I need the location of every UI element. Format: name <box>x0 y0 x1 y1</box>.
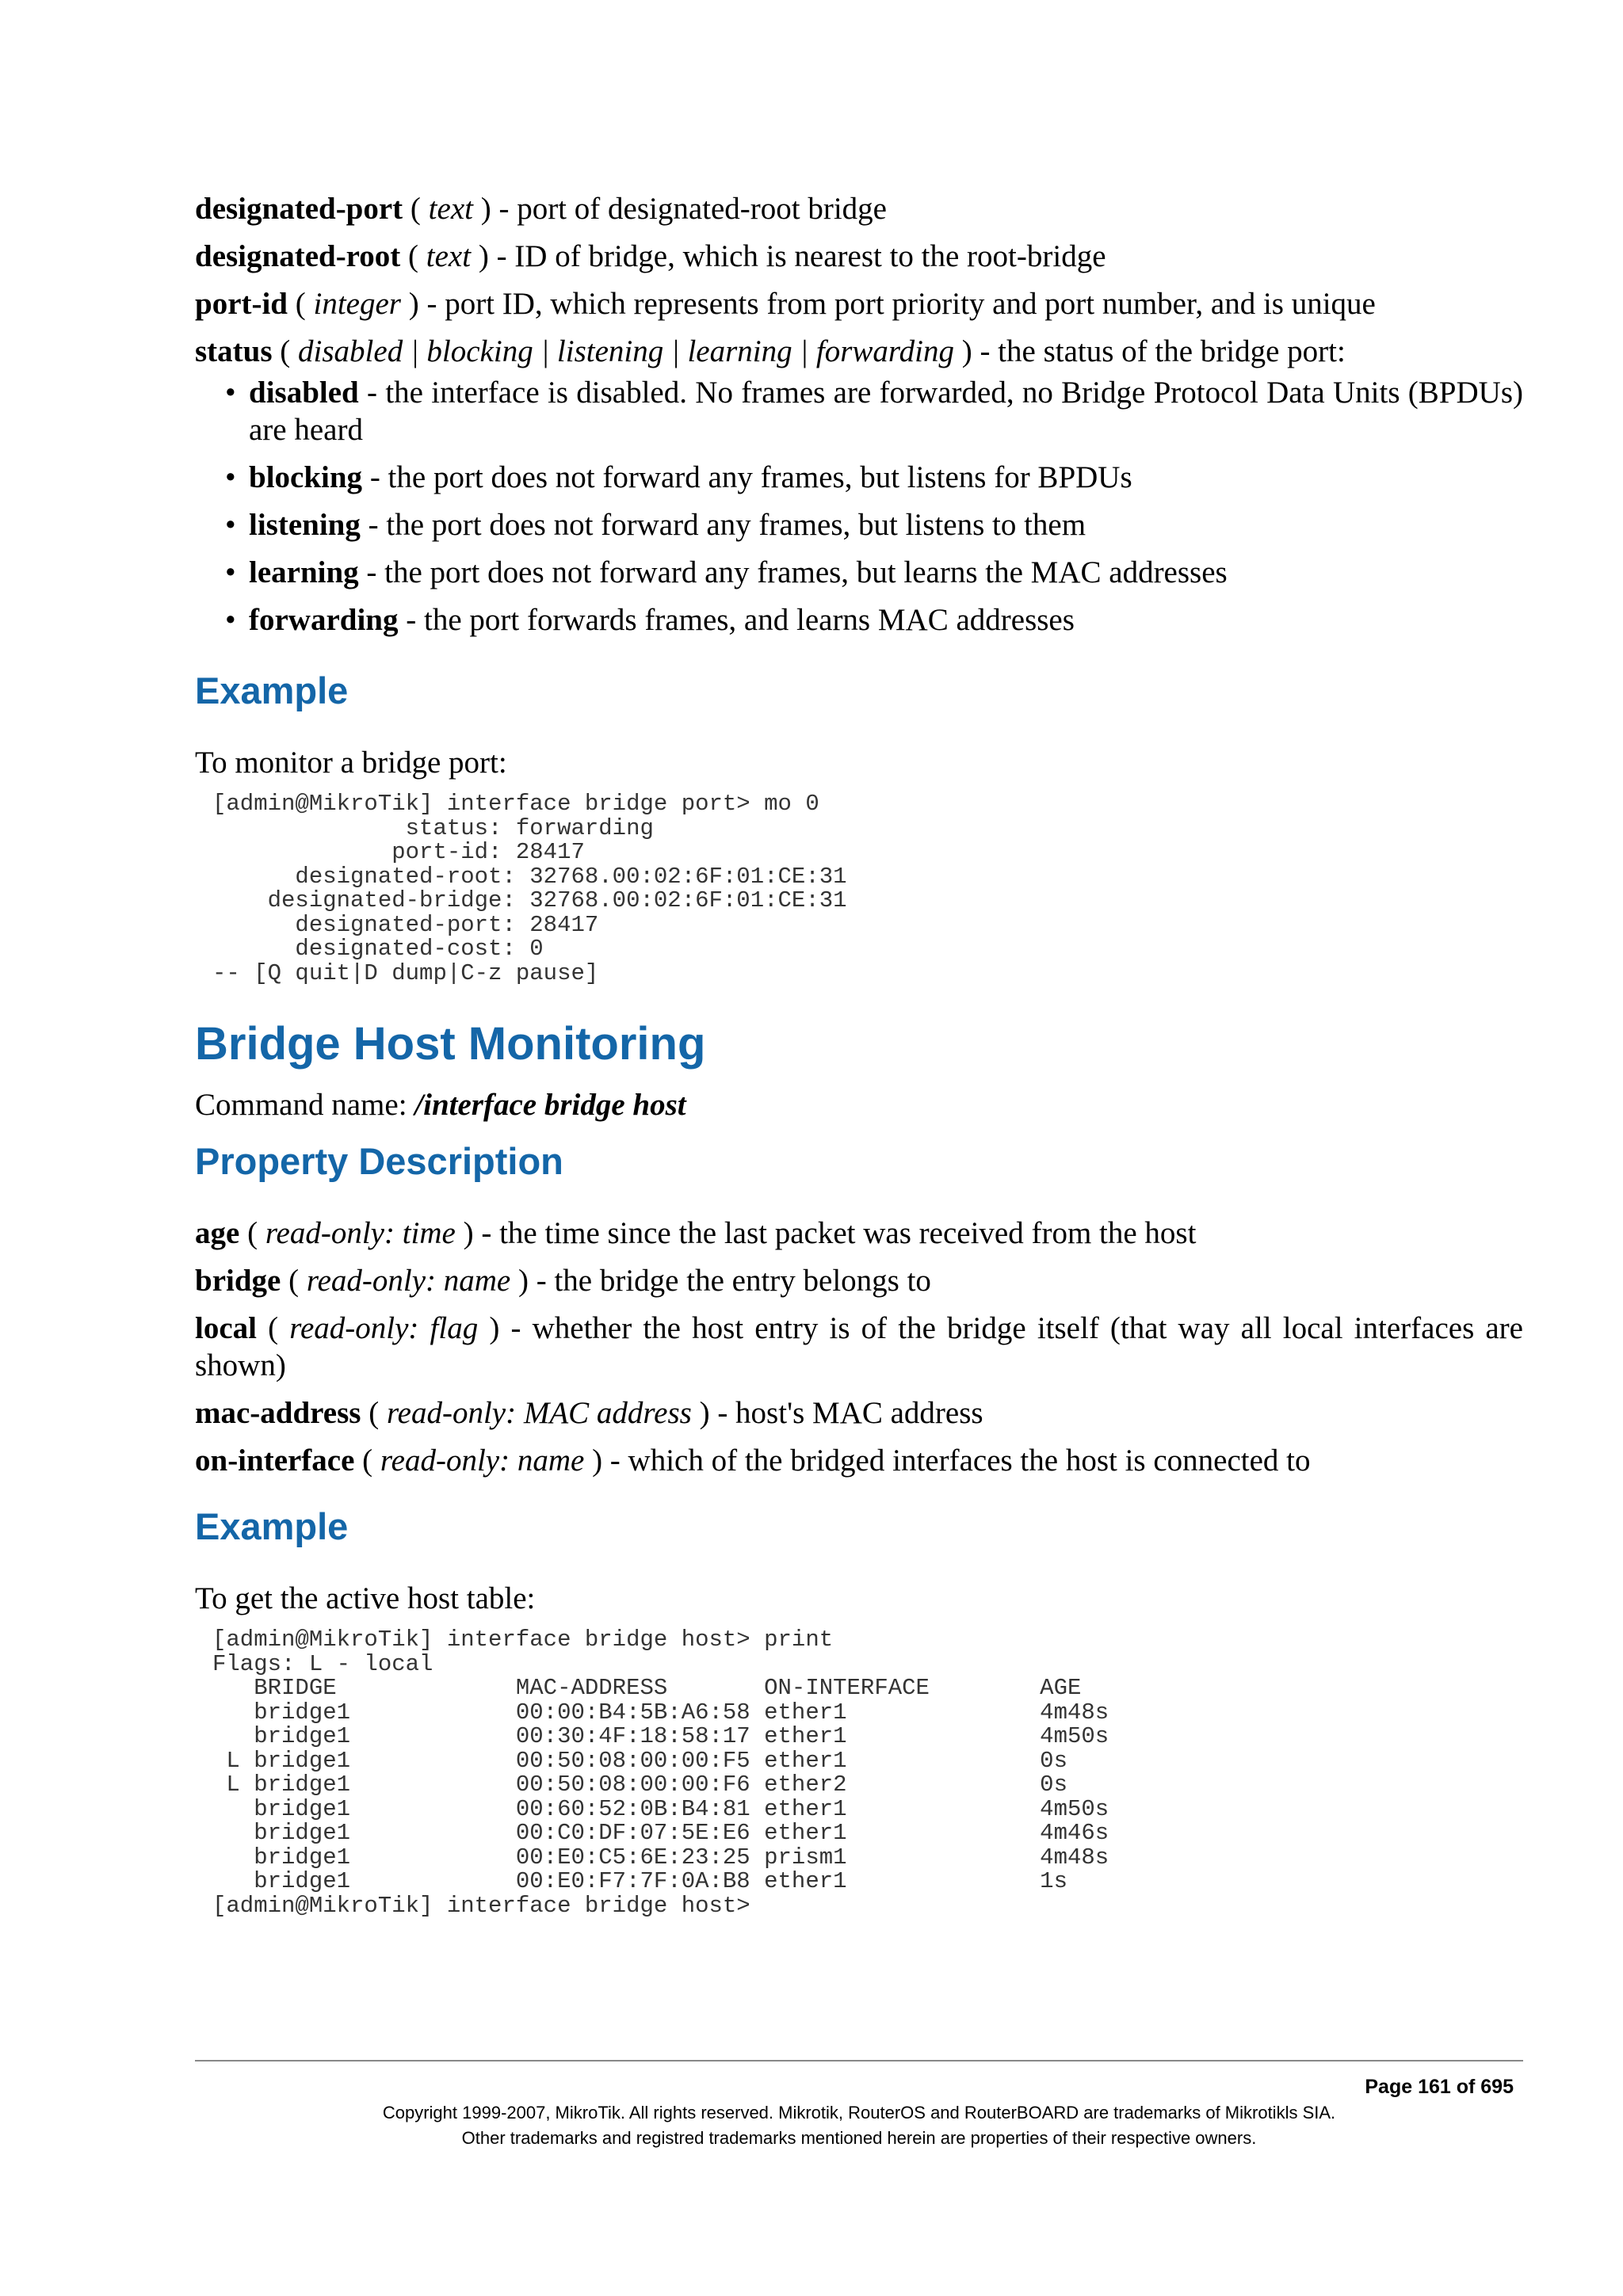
page-footer <box>195 2060 1523 2149</box>
page-number: Page 161 of 695 <box>1365 2076 1514 2098</box>
bullet-icon: • <box>225 460 236 494</box>
example-intro: To monitor a bridge port: <box>195 746 507 780</box>
property-designated-root: designated-root ( text ) - ID of bridge, which is nearest to the root-bridge <box>195 239 1106 273</box>
list-item: • listening - the port does not forward any frames, but listens to them <box>225 508 1086 542</box>
list-item: • forwarding - the port forwards frames, and learns MAC addresses <box>225 603 1075 637</box>
command-name: Command name: /interface bridge host <box>195 1088 686 1122</box>
property-list-top <box>195 190 1523 370</box>
example-heading-2: Example <box>195 1505 349 1547</box>
property-list-host <box>195 1215 1523 1479</box>
property-local: local ( read-only: flag ) - whether the host entry is of the bridge itself (that way all local interfaces are shown) <box>195 1311 1523 1383</box>
property-on-interface: on-interface ( read-only: name ) - which of the bridged interfaces the host is connected to <box>195 1444 1311 1478</box>
list-item: • disabled - the interface is disabled. No frames are forwarded, no Bridge Protocol Data Units (BPDUs) are heard <box>225 376 1523 447</box>
property-designated-port: designated-port ( text ) - port of designated-root bridge <box>195 192 887 226</box>
document-page <box>195 190 1523 1918</box>
example-heading: Example <box>195 669 349 711</box>
list-item: • blocking - the port does not forward any frames, but listens for BPDUs <box>225 460 1132 494</box>
bullet-icon: • <box>225 555 236 589</box>
bullet-icon: • <box>225 376 236 410</box>
bullet-icon: • <box>225 508 236 542</box>
section-title: Bridge Host Monitoring <box>195 1018 706 1070</box>
property-status: status ( disabled | blocking | listening | learning | forwarding ) - the status of the bridge port: <box>195 334 1346 368</box>
property-description-heading: Property Description <box>195 1140 563 1182</box>
status-bullet-list <box>195 374 1523 639</box>
property-bridge: bridge ( read-only: name ) - the bridge the entry belongs to <box>195 1264 931 1298</box>
list-item: • learning - the port does not forward any frames, but learns the MAC addresses <box>225 555 1228 589</box>
code-block-host-table: [admin@MikroTik] interface bridge host> print Flags: L - local BRIDGE MAC-ADDRESS ON-INTERFACE AGE bridge1 00:00:B4:5B:A6:58 ether1 4m48s bridge1 00:30:4F:18:58:17 ether1 4m50s L bridge1 00:50:08:00:00:F5 ether1 0s L bridge1 00:50:08:00:00:F6 ether2 0s bridge1 00:60:52:0B:B4:81 ether1 4m50s bridge1 00:C0:DF:07:5E:E6 ether1 4m46s bridge1 00:E0:C5:6E:23:25 prism1 4m48s bridge1 00:E0:F7:7F:0A:B8 ether1 1s [admin@MikroTik] interface bridge host> <box>212 1627 1109 1919</box>
example-intro-2: To get the active host table: <box>195 1581 536 1615</box>
property-mac-address: mac-address ( read-only: MAC address ) - host's MAC address <box>195 1396 983 1430</box>
footer-divider <box>195 2060 1523 2061</box>
property-age: age ( read-only: time ) - the time since the last packet was received from the host <box>195 1216 1197 1250</box>
copyright-line-2: Other trademarks and registred trademarks mentioned herein are properties of their respective owners. <box>461 2128 1257 2148</box>
property-port-id: port-id ( integer ) - port ID, which represents from port priority and port number, and is unique <box>195 287 1376 321</box>
code-block-port-monitor: [admin@MikroTik] interface bridge port> mo 0 status: forwarding port-id: 28417 designated-root: 32768.00:02:6F:01:CE:31 designated-bridge: 32768.00:02:6F:01:CE:31 designated-port: 28417 designated-cost: 0 -- [Q quit|D dump|C-z pause] <box>212 791 847 986</box>
bullet-icon: • <box>225 603 236 637</box>
copyright-line-1: Copyright 1999-2007, MikroTik. All rights reserved. Mikrotik, RouterOS and RouterBOARD are trademarks of Mikrotikls SIA. <box>382 2103 1336 2122</box>
